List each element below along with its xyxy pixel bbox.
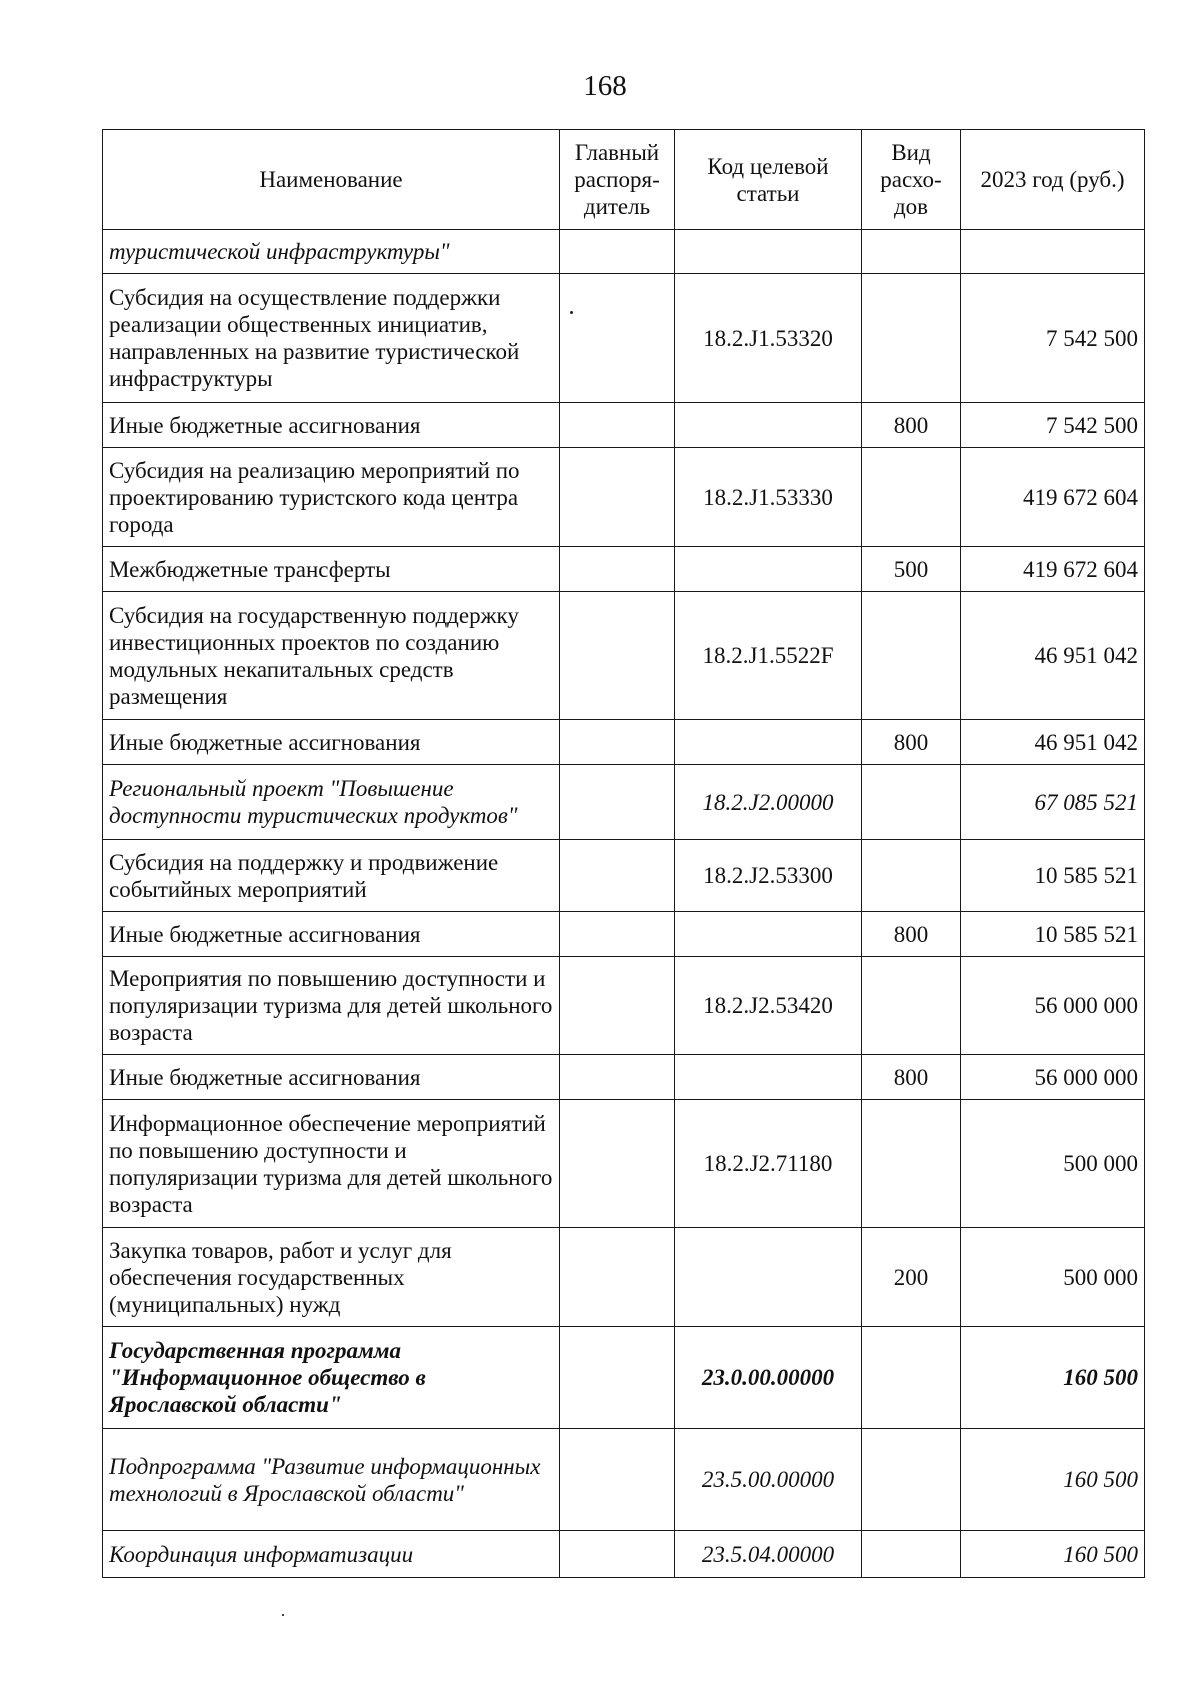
row-kind-cell	[862, 1327, 961, 1429]
table-row	[103, 1531, 1145, 1578]
table-row	[103, 274, 1145, 403]
page-number: 168	[583, 70, 627, 102]
row-manager-cell	[560, 1100, 675, 1228]
table-row	[103, 1429, 1145, 1531]
row-amount-cell: 160 500	[961, 1327, 1145, 1429]
row-code-cell	[675, 1228, 862, 1327]
row-amount-cell: 419 672 604	[961, 448, 1145, 547]
row-manager-cell	[560, 448, 675, 547]
header-amount: 2023 год (руб.)	[961, 130, 1145, 230]
row-kind-cell	[862, 1100, 961, 1228]
row-manager-cell	[560, 274, 675, 403]
row-name-cell: Региональный проект "Повышение доступности туристических продуктов"	[103, 765, 560, 840]
row-amount-cell: 419 672 604	[961, 547, 1145, 592]
row-name-cell: Иные бюджетные ассигнования	[103, 403, 560, 448]
row-code-cell	[675, 403, 862, 448]
row-manager-cell	[560, 720, 675, 765]
table-row	[103, 1228, 1145, 1327]
row-name-cell: Субсидия на реализацию мероприятий по проектированию туристского кода центра города	[103, 448, 560, 547]
row-code-cell: 23.0.00.00000	[675, 1327, 862, 1429]
row-kind-cell: 200	[862, 1228, 961, 1327]
row-name-cell: Закупка товаров, работ и услуг для обеспечения государственных (муниципальных) нужд	[103, 1228, 560, 1327]
header-name: Наименование	[103, 130, 560, 230]
row-name-cell: Субсидия на государственную поддержку инвестиционных проектов по созданию модульных некапитальных средств размещения	[103, 592, 560, 720]
table-body	[103, 230, 1145, 1578]
table-row	[103, 448, 1145, 547]
row-code-cell: 23.5.00.00000	[675, 1429, 862, 1531]
row-manager-cell	[560, 1228, 675, 1327]
row-manager-cell	[560, 1531, 675, 1578]
row-code-cell: 18.2.J2.00000	[675, 765, 862, 840]
table-row	[103, 765, 1145, 840]
row-manager-cell	[560, 1327, 675, 1429]
row-manager-cell	[560, 1055, 675, 1100]
row-amount-cell: 46 951 042	[961, 720, 1145, 765]
header-kind: Вид расхо- дов	[862, 130, 961, 230]
row-code-cell: 18.2.J1.53330	[675, 448, 862, 547]
row-code-cell	[675, 230, 862, 274]
row-kind-cell: 800	[862, 720, 961, 765]
row-name-cell: Координация информатизации	[103, 1531, 560, 1578]
row-name-cell: Иные бюджетные ассигнования	[103, 912, 560, 957]
row-code-cell: 18.2.J2.71180	[675, 1100, 862, 1228]
row-kind-cell	[862, 840, 961, 912]
table-row	[103, 1055, 1145, 1100]
row-name-cell: Субсидия на осуществление поддержки реализации общественных инициатив, направленных на развитие туристической инфраструктуры	[103, 274, 560, 403]
row-manager-cell	[560, 547, 675, 592]
table-row	[103, 403, 1145, 448]
row-code-cell: 18.2.J2.53420	[675, 957, 862, 1055]
row-name-cell: Информационное обеспечение мероприятий по повышению доступности и популяризации туризма для детей школьного возраста	[103, 1100, 560, 1228]
row-name-cell: Мероприятия по повышению доступности и популяризации туризма для детей школьного возраста	[103, 957, 560, 1055]
row-manager-cell	[560, 957, 675, 1055]
row-kind-cell	[862, 957, 961, 1055]
row-name-cell: Иные бюджетные ассигнования	[103, 1055, 560, 1100]
row-code-cell: 23.5.04.00000	[675, 1531, 862, 1578]
row-amount-cell: 56 000 000	[961, 1055, 1145, 1100]
row-kind-cell	[862, 765, 961, 840]
row-code-cell	[675, 547, 862, 592]
row-kind-cell	[862, 592, 961, 720]
table-row	[103, 1327, 1145, 1429]
row-name-cell: туристической инфраструктуры"	[103, 230, 560, 274]
row-amount-cell: 160 500	[961, 1429, 1145, 1531]
row-kind-cell	[862, 1429, 961, 1531]
row-code-cell	[675, 720, 862, 765]
table-header-row	[103, 130, 1145, 230]
row-code-cell: 18.2.J1.53320	[675, 274, 862, 403]
row-code-cell	[675, 912, 862, 957]
row-manager-cell	[560, 840, 675, 912]
table-row	[103, 720, 1145, 765]
row-amount-cell: 10 585 521	[961, 840, 1145, 912]
row-amount-cell: 7 542 500	[961, 274, 1145, 403]
scan-dot	[282, 1614, 284, 1616]
header-code: Код целевой статьи	[675, 130, 862, 230]
row-code-cell: 18.2.J2.53300	[675, 840, 862, 912]
row-kind-cell	[862, 448, 961, 547]
row-name-cell: Государственная программа "Информационное общество в Ярославской области"	[103, 1327, 560, 1429]
budget-table	[102, 129, 1145, 1578]
row-kind-cell: 800	[862, 403, 961, 448]
table-row	[103, 957, 1145, 1055]
row-name-cell: Межбюджетные трансферты	[103, 547, 560, 592]
row-name-cell: Подпрограмма "Развитие информационных технологий в Ярославской области"	[103, 1429, 560, 1531]
table-row	[103, 547, 1145, 592]
row-amount-cell: 160 500	[961, 1531, 1145, 1578]
row-manager-cell	[560, 912, 675, 957]
row-code-cell	[675, 1055, 862, 1100]
row-amount-cell: 67 085 521	[961, 765, 1145, 840]
row-kind-cell: 800	[862, 912, 961, 957]
row-kind-cell: 800	[862, 1055, 961, 1100]
table-row	[103, 912, 1145, 957]
row-manager-cell	[560, 403, 675, 448]
row-amount-cell: 7 542 500	[961, 403, 1145, 448]
row-kind-cell	[862, 274, 961, 403]
row-amount-cell: 500 000	[961, 1228, 1145, 1327]
row-manager-cell	[560, 765, 675, 840]
table-row	[103, 230, 1145, 274]
row-name-cell: Иные бюджетные ассигнования	[103, 720, 560, 765]
row-amount-cell: 46 951 042	[961, 592, 1145, 720]
row-amount-cell: 500 000	[961, 1100, 1145, 1228]
row-name-cell: Субсидия на поддержку и продвижение событийных мероприятий	[103, 840, 560, 912]
table-row	[103, 840, 1145, 912]
row-amount-cell: 10 585 521	[961, 912, 1145, 957]
scan-dot	[570, 311, 573, 314]
row-kind-cell: 500	[862, 547, 961, 592]
row-manager-cell	[560, 230, 675, 274]
table-row	[103, 1100, 1145, 1228]
row-kind-cell	[862, 1531, 961, 1578]
header-manager: Главный распоря- дитель	[560, 130, 675, 230]
table-row	[103, 592, 1145, 720]
row-manager-cell	[560, 1429, 675, 1531]
row-kind-cell	[862, 230, 961, 274]
row-code-cell: 18.2.J1.5522F	[675, 592, 862, 720]
row-amount-cell: 56 000 000	[961, 957, 1145, 1055]
row-manager-cell	[560, 592, 675, 720]
row-amount-cell	[961, 230, 1145, 274]
